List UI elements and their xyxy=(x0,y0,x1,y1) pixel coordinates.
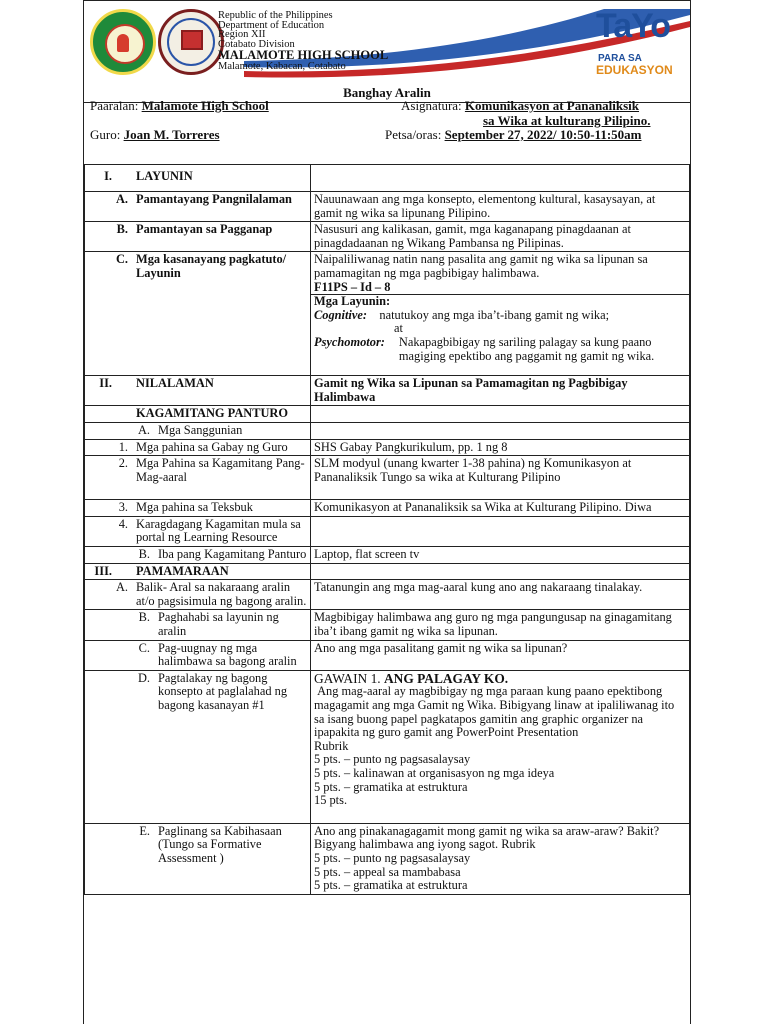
table-cell: Tatanungin ang mga mag-aaral kung ano ang nakaraang tinalakay. xyxy=(311,580,690,610)
gov-line: Region XII xyxy=(218,29,266,41)
section-number: I. xyxy=(104,169,112,183)
document-header xyxy=(84,1,690,83)
table-row xyxy=(85,500,690,517)
school-name: MALAMOTE HIGH SCHOOL xyxy=(218,48,389,63)
table-cell: Nauunawaan ang mga konsepto, elementong kultural, kasaysayan, at gamit ng wika sa lipunang Pilipino. xyxy=(311,192,690,222)
item-number: B. xyxy=(138,610,150,625)
table-cell: Gamit ng Wika sa Lipunan sa Pamamagitan ng Pagbibigay Halimbawa xyxy=(311,376,690,406)
table-cell xyxy=(85,376,311,406)
item-number: A. xyxy=(115,580,128,595)
gov-line: Republic of the Philippines xyxy=(218,10,333,21)
guro-label: Guro: xyxy=(90,127,121,142)
table-cell xyxy=(311,406,690,423)
competency-code: F11PS – Id – 8 xyxy=(314,279,391,294)
table-cell: Ano ang mga pasalitang gamit ng wika sa lipunan? xyxy=(311,640,690,670)
table-cell xyxy=(311,456,690,500)
table-cell: Komunikasyon at Pananaliksik sa Wika at Kulturang Pilipino. Diwa xyxy=(311,500,690,517)
table-row xyxy=(85,670,690,823)
table-row xyxy=(85,640,690,670)
item-label: Mga Pahina sa Kagamitang Pang-Mag-aaral xyxy=(136,456,305,484)
rubric-item: 5 pts. – kalinawan at organisasyon ng mga ideya xyxy=(314,765,555,780)
table-cell xyxy=(85,516,311,546)
item-label: Pamantayang Pangnilalaman xyxy=(136,192,292,206)
cognitive-label: Cognitive: xyxy=(314,307,367,322)
table-cell xyxy=(311,563,690,580)
layunin-heading: Mga Layunin: xyxy=(314,294,391,309)
item-number: E. xyxy=(139,823,150,838)
table-cell: Magbibigay halimbawa ang guro ng mga pangungusap na ginagamitang iba’t ibang gamit ng wika sa lipunan. xyxy=(311,610,690,640)
item-label: Mga pahina sa Teksbuk xyxy=(136,500,253,515)
rubric-item: 5 pts. – punto ng pagsasalaysay xyxy=(314,752,471,767)
paaralan-field xyxy=(90,98,269,114)
item-label: Mga Sanggunian xyxy=(158,422,243,437)
item-label: Mga pahina sa Gabay ng Guro xyxy=(136,439,288,454)
asignatura-value: Komunikasyon at Pananaliksik xyxy=(464,98,640,113)
cognitive-text: natutukoy ang mga iba’t-ibang gamit ng wika; xyxy=(379,307,610,322)
table-row xyxy=(85,165,690,192)
table-cell xyxy=(85,500,311,517)
table-cell xyxy=(85,192,311,222)
table-row xyxy=(85,516,690,546)
table-row xyxy=(85,222,690,252)
table-cell xyxy=(85,422,311,439)
item-number: C. xyxy=(138,640,150,655)
guro-value: Joan M. Torreres xyxy=(123,127,220,142)
section-number: III. xyxy=(94,563,112,578)
cell-text: SLM modyul (unang kwarter 1-38 pahina) ng Komunikasyon at Pananaliksik Tungo sa wika at Kulturang Pilipino xyxy=(314,456,632,484)
item-label: Karagdagang Kagamitan mula sa portal ng Learning Resource xyxy=(136,516,301,545)
school-seal-icon xyxy=(158,9,224,75)
table-row xyxy=(85,823,690,894)
item-number: D. xyxy=(137,670,150,685)
tayo-logo-word: TaYo xyxy=(596,7,671,45)
item-label: Mga kasanayang pagkatuto/ Layunin xyxy=(136,252,287,280)
rubric-label: Bigyang halimbawa ang iyong sagot. Rubrik xyxy=(314,837,536,852)
rubric-item: 5 pts. – gramatika at estruktura xyxy=(314,878,468,893)
item-number: C. xyxy=(115,252,128,267)
table-cell xyxy=(85,610,311,640)
table-row xyxy=(85,192,690,222)
table-row xyxy=(85,547,690,564)
table-cell: Nasusuri ang kalikasan, gamit, mga kaganapang pinagdaanan at pinagdadaanan ng Wikang Pambansa ng Pilipinas. xyxy=(311,222,690,252)
rubric-item: 5 pts. – punto ng pagsasalaysay xyxy=(314,850,471,865)
item-label: Pagtalakay ng bagong konsepto at paglalahad ng bagong kasanayan #1 xyxy=(158,670,288,712)
lesson-plan-table xyxy=(84,164,690,895)
question-text: Ano ang pinakanagagamit mong gamit ng wika sa araw-araw? Bakit? xyxy=(314,823,660,838)
item-label: Balik- Aral sa nakaraang aralin at/o pagsisimula ng bagong aralin. xyxy=(136,580,307,608)
tayo-logo xyxy=(596,5,688,79)
deped-seal-icon xyxy=(90,9,156,75)
asignatura-label: Asignatura: xyxy=(401,98,462,113)
table-cell xyxy=(85,580,311,610)
table-row xyxy=(85,406,690,423)
table-cell xyxy=(311,516,690,546)
psychomotor-label: Psychomotor: xyxy=(314,334,385,349)
table-cell xyxy=(311,823,690,894)
guro-field xyxy=(90,127,220,143)
table-row xyxy=(85,422,690,439)
table-cell xyxy=(85,165,311,192)
section-number: II. xyxy=(99,376,112,391)
item-label: Pag-uugnay ng mga halimbawa sa bagong aralin xyxy=(158,640,297,669)
table-cell xyxy=(85,456,311,500)
table-row xyxy=(85,439,690,456)
school-address: Malamote, Kabacan, Cotabato xyxy=(218,61,346,73)
item-number: A. xyxy=(115,192,128,206)
tayo-logo-sub: EDUKASYON xyxy=(596,63,673,77)
table-cell: SHS Gabay Pangkurikulum, pp. 1 ng 8 xyxy=(311,439,690,456)
table-cell xyxy=(85,823,311,894)
table-cell xyxy=(85,670,311,823)
item-number: 4. xyxy=(118,516,128,531)
cognitive-line xyxy=(314,309,686,323)
objective-text: Naipaliliwanag natin nang pasalita ang gamit ng wika sa lipunan sa pamamagitan ng mga pagbibigay halimbawa. xyxy=(314,252,648,280)
conjunction: at xyxy=(394,321,403,336)
psychomotor-line xyxy=(314,336,686,363)
activity-number: GAWAIN 1. xyxy=(314,670,381,686)
gov-line: Department of Education xyxy=(218,19,325,31)
table-row xyxy=(85,563,690,580)
item-label: Pamantayan sa Pagganap xyxy=(136,222,273,237)
item-number: 3. xyxy=(118,500,128,515)
table-row xyxy=(85,376,690,406)
item-label: Paghahabi sa layunin ng aralin xyxy=(158,610,279,639)
table-cell xyxy=(311,422,690,439)
petsa-field xyxy=(385,127,641,143)
table-cell xyxy=(311,670,690,823)
table-row xyxy=(85,580,690,610)
table-row xyxy=(85,456,690,500)
tayo-logo-sub: PARA SA xyxy=(598,53,642,64)
activity-title: ANG PALAGAY KO. xyxy=(383,670,509,686)
table-cell xyxy=(85,640,311,670)
table-cell xyxy=(85,439,311,456)
table-row xyxy=(85,610,690,640)
table-cell xyxy=(311,252,690,376)
rubric-label: Rubrik xyxy=(314,738,349,753)
item-label: Iba pang Kagamitang Panturo xyxy=(158,547,307,562)
table-cell xyxy=(85,222,311,252)
item-number: 2. xyxy=(118,456,128,471)
petsa-value: September 27, 2022/ 10:50-11:50am xyxy=(444,127,642,142)
table-cell xyxy=(85,252,311,376)
paaralan-value: Malamote High School xyxy=(141,98,269,113)
table-cell xyxy=(311,165,690,192)
petsa-label: Petsa/oras: xyxy=(385,127,442,142)
section-label: PAMAMARAAN xyxy=(136,563,229,578)
table-cell xyxy=(85,406,311,423)
gov-line: Cotabato Division xyxy=(218,38,295,50)
item-label: Paglinang sa Kabihasaan (Tungo sa Formative Assessment ) xyxy=(158,823,282,865)
asignatura-value: sa Wika at kulturang Pilipino. xyxy=(483,113,651,128)
table-cell xyxy=(85,547,311,564)
item-number: B. xyxy=(138,547,150,562)
asignatura-field xyxy=(401,98,639,114)
table-cell xyxy=(85,563,311,580)
psychomotor-text: Nakapagbibigay ng sariling palagay sa kung paano magiging epektibo ang paggamit ng gamit ng wika. xyxy=(398,334,655,363)
section-label: KAGAMITANG PANTURO xyxy=(136,406,289,421)
table-row xyxy=(85,252,690,376)
paaralan-label: Paaralan: xyxy=(90,98,139,113)
rubric-item: 5 pts. – gramatika at estruktura xyxy=(314,779,468,794)
activity-heading xyxy=(314,672,686,686)
section-label: LAYUNIN xyxy=(136,169,193,183)
rubric-item: 5 pts. – appeal sa mambabasa xyxy=(314,864,461,879)
activity-body: Ang mag-aaral ay magbibigay ng mga paraan kung paano epektibong magagamit ang mga Gamit ng Wika. Bibigyang linaw at ipaliliwanag ito sa isang buong papel pagkatapos gamitin ang graphic organizer na ipapakita ng guro gamit ang PowerPoint Presentation xyxy=(314,684,678,740)
section-label: NILALAMAN xyxy=(136,376,214,391)
table-cell: Laptop, flat screen tv xyxy=(311,547,690,564)
document-title: Banghay Aralin xyxy=(84,85,690,103)
rubric-total: 15 pts. xyxy=(314,793,348,808)
item-number: A. xyxy=(137,422,150,437)
item-number: 1. xyxy=(118,439,128,454)
item-number: B. xyxy=(116,222,128,237)
header-text xyxy=(218,11,388,72)
